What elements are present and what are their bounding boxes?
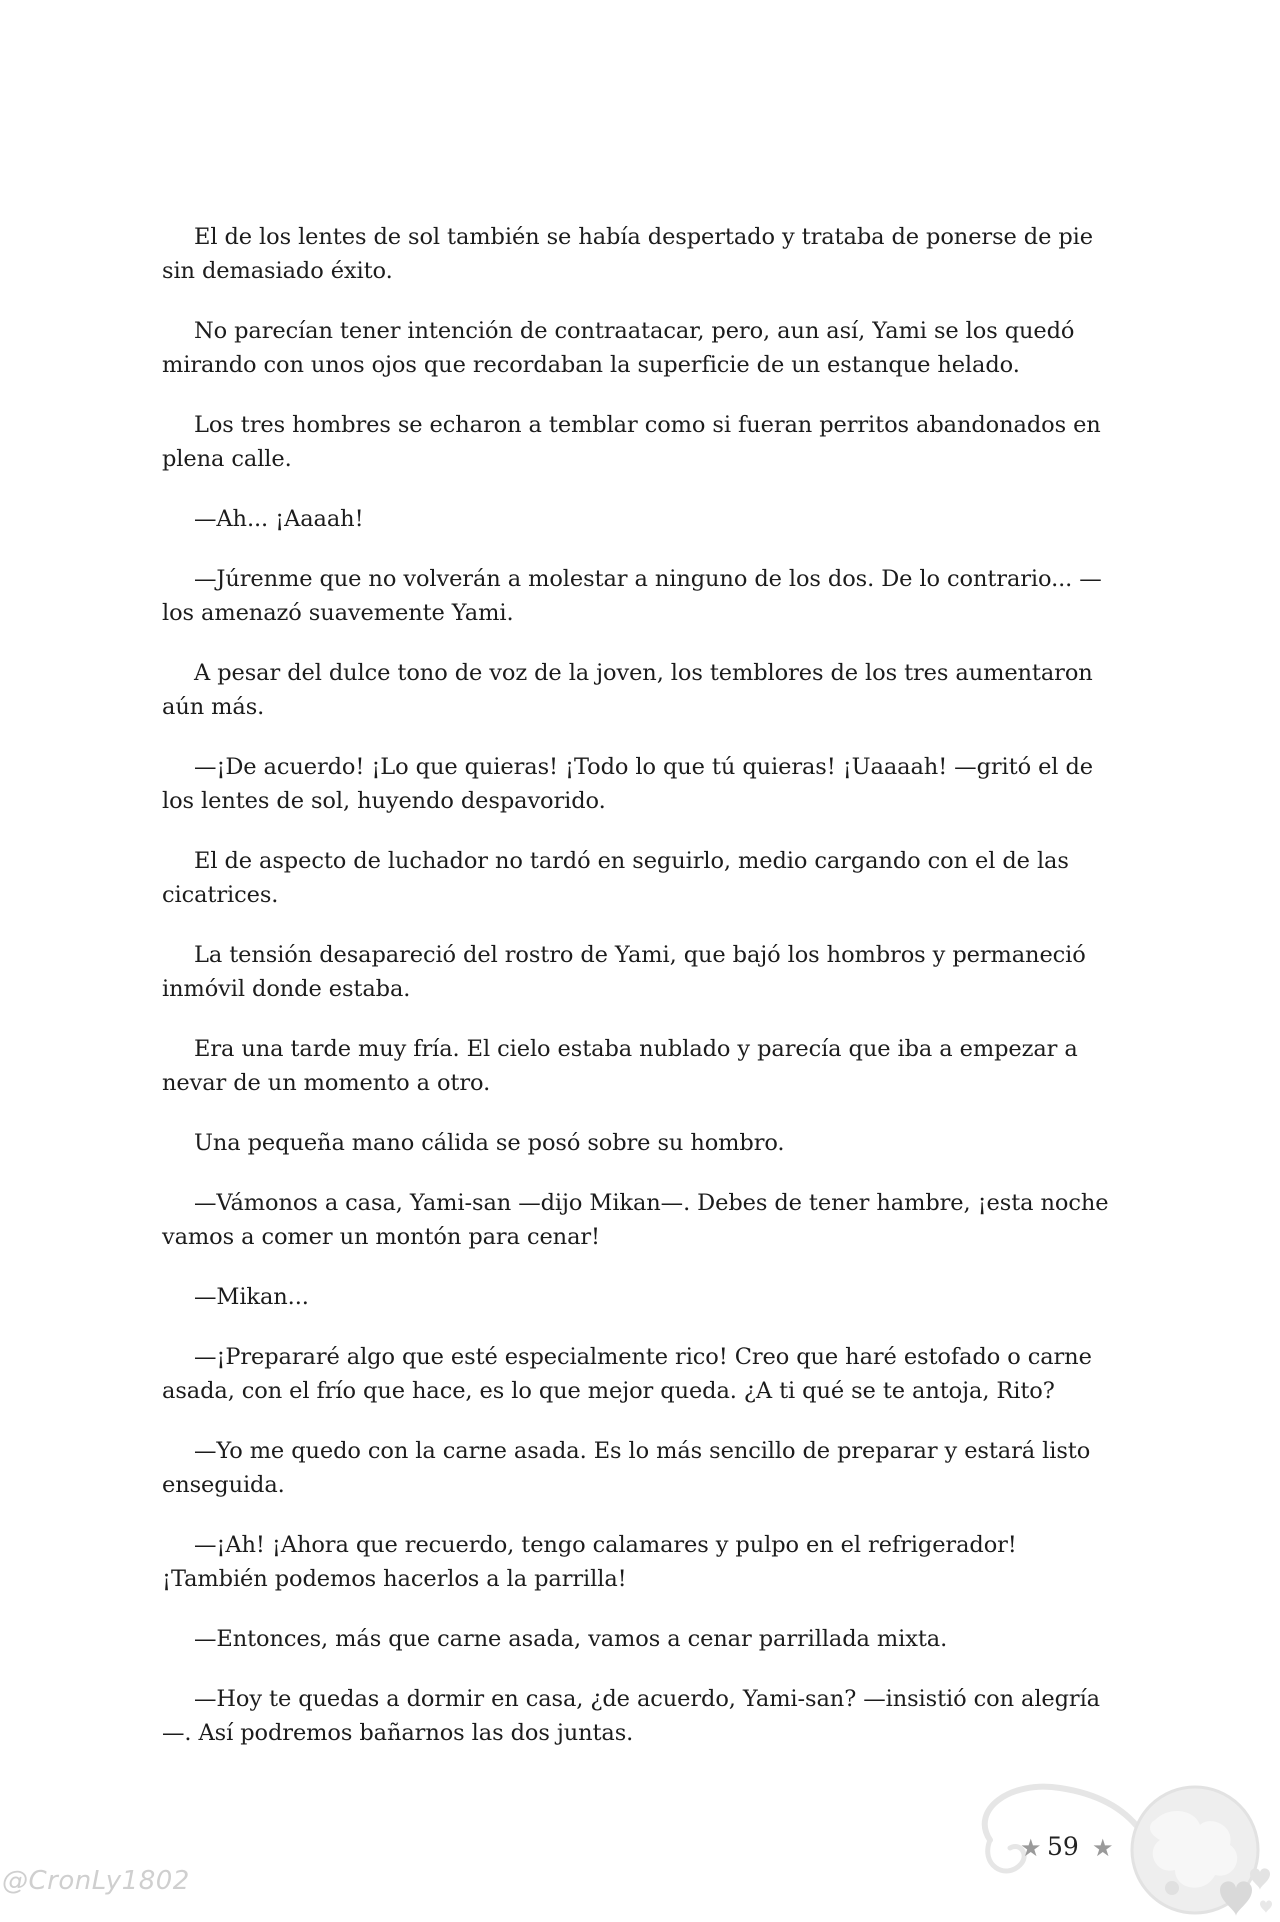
- paragraph: La tensión desapareció del rostro de Yami, que bajó los hombros y permaneció inmóvil donde estaba.: [162, 942, 1086, 1002]
- paragraph: —Júrenme que no volverán a molestar a ninguno de los dos. De lo contrario... —los amenazó suavemente Yami.: [162, 566, 1102, 626]
- paragraph: —Yo me quedo con la carne asada. Es lo más sencillo de preparar y estará listo enseguida.: [162, 1438, 1091, 1498]
- paragraph: —Vámonos a casa, Yami-san —dijo Mikan—. Debes de tener hambre, ¡esta noche vamos a comer un montón para cenar!: [162, 1190, 1109, 1250]
- moon-swirl-heart-ornament-icon: [950, 1770, 1280, 1922]
- paragraph: Los tres hombres se echaron a temblar como si fueran perritos abandonados en plena calle.: [162, 412, 1101, 472]
- page-body: [162, 220, 1122, 1776]
- paragraph: Una pequeña mano cálida se posó sobre su hombro.: [194, 1130, 785, 1156]
- paragraph: El de aspecto de luchador no tardó en seguirlo, medio cargando con el de las cicatrices.: [162, 848, 1069, 908]
- paragraph: —Mikan...: [194, 1284, 309, 1310]
- paragraph: Era una tarde muy fría. El cielo estaba nublado y parecía que iba a empezar a nevar de un momento a otro.: [162, 1036, 1078, 1096]
- paragraph: A pesar del dulce tono de voz de la joven, los temblores de los tres aumentaron aún más.: [162, 660, 1093, 720]
- paragraph: —Hoy te quedas a dormir en casa, ¿de acuerdo, Yami-san? —insistió con alegría—. Así podremos bañarnos las dos juntas.: [162, 1686, 1101, 1746]
- paragraph: —Entonces, más que carne asada, vamos a cenar parrillada mixta.: [194, 1626, 948, 1652]
- star-icon: ★: [1092, 1834, 1114, 1862]
- star-icon: ★: [1020, 1834, 1042, 1862]
- paragraph: —¡Ah! ¡Ahora que recuerdo, tengo calamares y pulpo en el refrigerador! ¡También podemos hacerlos a la parrilla!: [162, 1532, 1017, 1592]
- paragraph: No parecían tener intención de contraatacar, pero, aun así, Yami se los quedó mirando con unos ojos que recordaban la superficie de un estanque helado.: [162, 318, 1075, 378]
- paragraph: —¡Prepararé algo que esté especialmente rico! Creo que haré estofado o carne asada, con el frío que hace, es lo que mejor queda. ¿A ti qué se te antoja, Rito?: [162, 1344, 1092, 1404]
- watermark: @CronLy1802: [2, 1866, 190, 1896]
- paragraph: —¡De acuerdo! ¡Lo que quieras! ¡Todo lo que tú quieras! ¡Uaaaah! —gritó el de los lentes de sol, huyendo despavorido.: [162, 754, 1093, 814]
- page-number: 59: [1047, 1832, 1079, 1861]
- paragraph: —Ah... ¡Aaaah!: [194, 506, 364, 532]
- paragraph: El de los lentes de sol también se había despertado y trataba de ponerse de pie sin demasiado éxito.: [162, 224, 1093, 284]
